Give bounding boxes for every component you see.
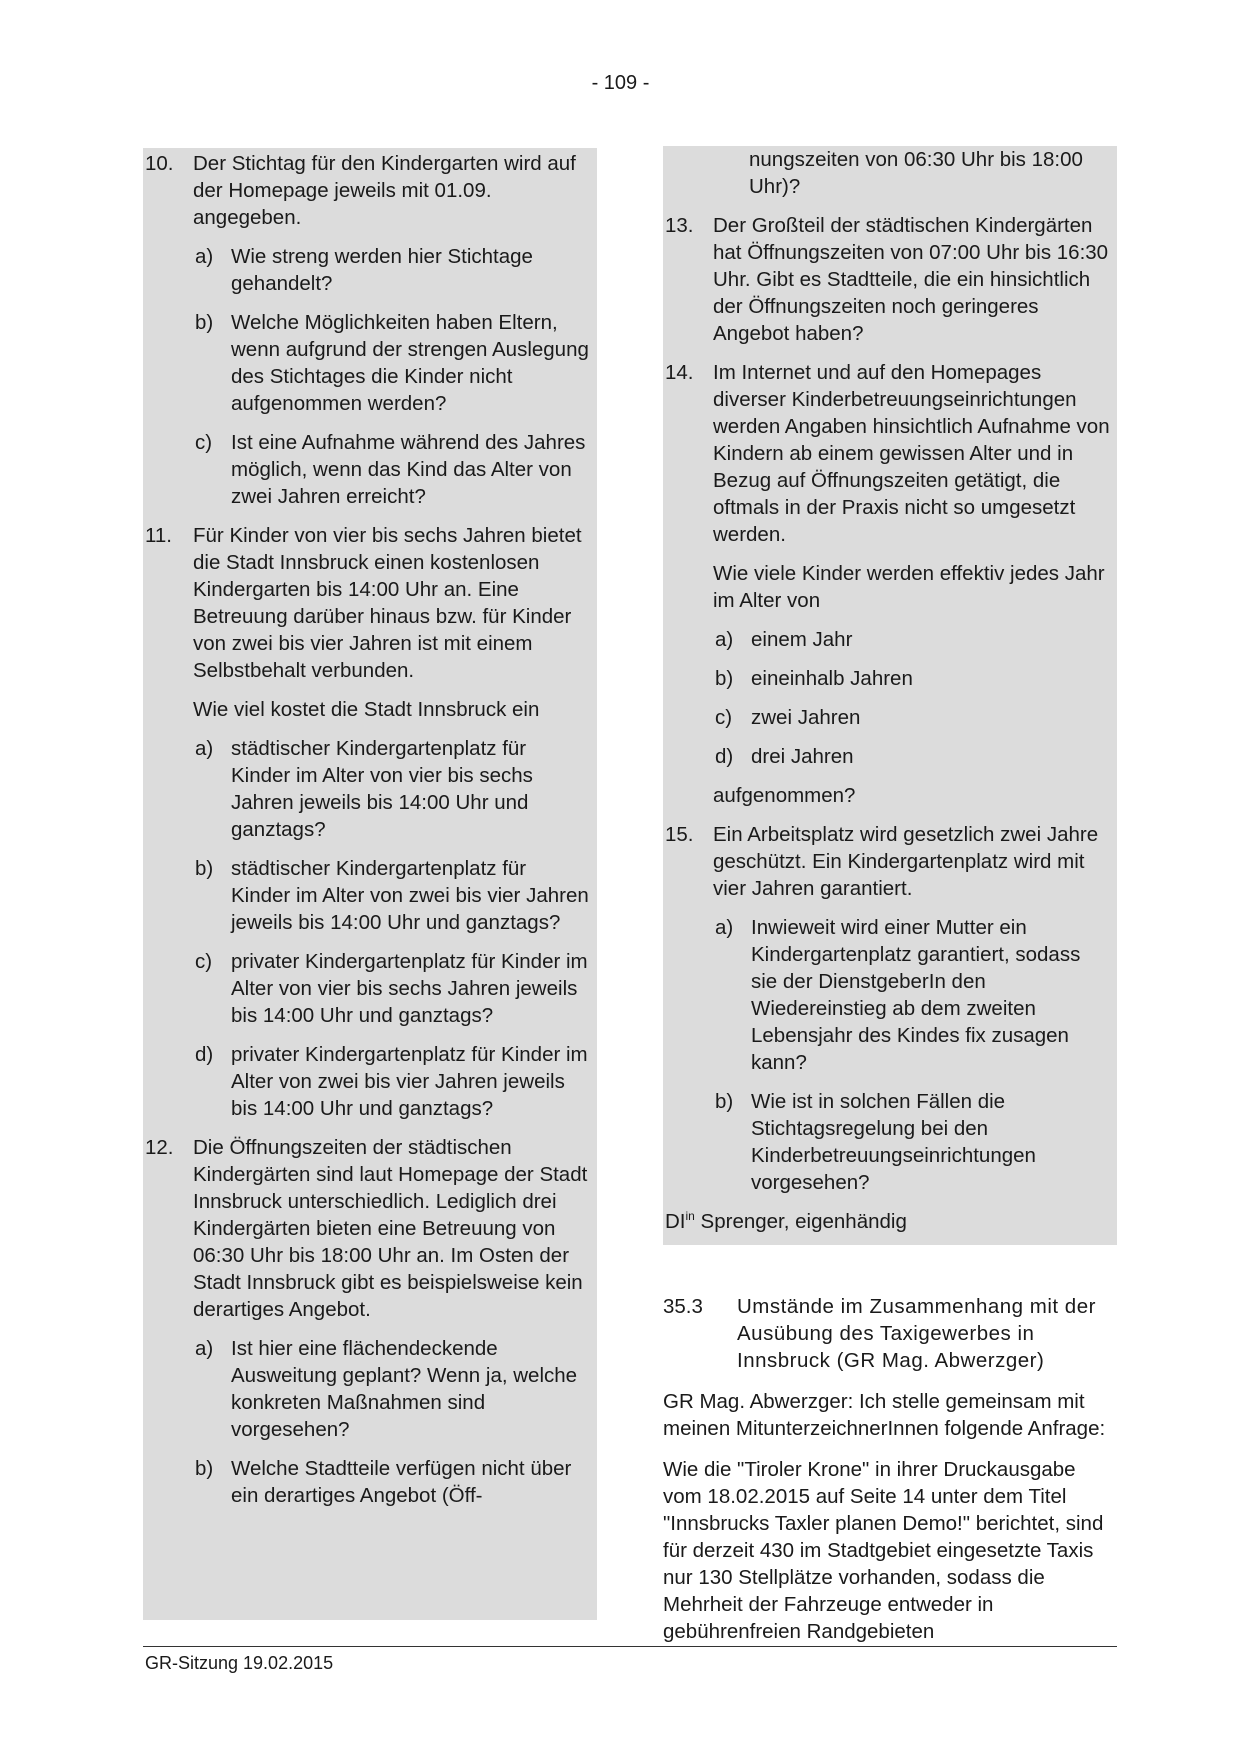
question-15 xyxy=(665,821,1111,1196)
sub-label: d) xyxy=(715,745,734,768)
sub-text: Wie ist in solchen Fällen die Stichtagsregelung bei den Kinderbetreuungseinrichtungen vorgesehen? xyxy=(751,1090,1036,1194)
sub-text: eineinhalb Jahren xyxy=(751,667,913,690)
signature-name: Sprenger, eigenhändig xyxy=(694,1210,907,1233)
question-12-continuation: nungszeiten von 06:30 Uhr bis 18:00 Uhr)? xyxy=(749,148,1083,198)
signature xyxy=(665,1208,1111,1239)
section-title: Umstände im Zusammenhang mit der Ausübung des Taxigewerbes in Innsbruck (GR Mag. Abwerzger) xyxy=(737,1295,1096,1372)
footer-text: GR-Sitzung 19.02.2015 xyxy=(145,1653,334,1673)
sub-question xyxy=(713,743,1111,770)
question-text: Der Stichtag für den Kindergarten wird auf der Homepage jeweils mit 01.09. angegeben. xyxy=(193,152,576,229)
section-heading xyxy=(663,1293,1117,1374)
body-paragraph: GR Mag. Abwerzger: Ich stelle gemeinsam mit meinen MitunterzeichnerInnen folgende Anfrage: xyxy=(663,1390,1106,1440)
question-lead: Wie viele Kinder werden effektiv jedes Jahr im Alter von xyxy=(713,562,1105,612)
sub-question xyxy=(193,243,591,297)
sub-question xyxy=(193,1455,591,1509)
question-block-right xyxy=(663,146,1117,1245)
sub-label: b) xyxy=(195,1457,214,1480)
signature-prefix: DI xyxy=(665,1210,686,1233)
question-text: Die Öffnungszeiten der städtischen Kindergärten sind laut Homepage der Stadt Innsbruck unterschiedlich. Lediglich drei Kindergärten bieten eine Betreuung von 06:30 Uhr bis 18:00 Uhr an. Im Osten der Stadt Innsbruck gibt es beispielsweise kein derartiges Angebot. xyxy=(193,1136,588,1321)
question-tail: aufgenommen? xyxy=(713,784,856,807)
sub-text: zwei Jahren xyxy=(751,706,861,729)
footer-divider xyxy=(143,1646,1117,1647)
sub-label: c) xyxy=(195,431,213,454)
question-number: 13. xyxy=(665,214,694,237)
question-number: 11. xyxy=(145,524,172,547)
page-number: - 109 - xyxy=(591,72,650,94)
sub-question xyxy=(713,914,1111,1076)
sub-label: d) xyxy=(195,1043,214,1066)
sub-question xyxy=(713,665,1111,692)
question-13 xyxy=(665,212,1111,347)
section-number: 35.3 xyxy=(663,1295,703,1318)
question-text: Im Internet und auf den Homepages diverser Kinderbetreuungseinrichtungen werden Angaben hinsichtlich Aufnahme von Kindern ab einem gewissen Alter und in Bezug auf Öffnungszeiten getätigt, die oftmals in der Praxis nicht so umgesetzt werden. xyxy=(713,361,1110,546)
sub-text: Welche Möglichkeiten haben Eltern, wenn aufgrund der strengen Auslegung des Stichtages die Kinder nicht aufgenommen werden? xyxy=(231,311,589,415)
sub-text: privater Kindergartenplatz für Kinder im Alter von zwei bis vier Jahren jeweils bis 14:00 Uhr und ganztags? xyxy=(231,1043,588,1120)
question-10 xyxy=(145,150,591,510)
sub-label: b) xyxy=(195,857,214,880)
sub-label: a) xyxy=(715,916,734,939)
sub-question xyxy=(193,429,591,510)
sub-label: a) xyxy=(195,245,214,268)
question-block-left xyxy=(143,148,597,1620)
left-column xyxy=(143,148,597,1620)
sub-label: a) xyxy=(195,737,214,760)
sub-question xyxy=(713,704,1111,731)
sub-question xyxy=(713,626,1111,653)
sub-text: Inwieweit wird einer Mutter ein Kindergartenplatz garantiert, sodass sie der DienstgeberIn den Wiedereinstieg ab dem zweiten Lebensjahr des Kindes fix zusagen kann? xyxy=(751,916,1081,1074)
question-text: Ein Arbeitsplatz wird gesetzlich zwei Jahre geschützt. Ein Kindergartenplatz wird mit vier Jahren garantiert. xyxy=(713,823,1099,900)
question-12 xyxy=(145,1134,591,1509)
sub-question xyxy=(193,855,591,936)
sub-label: c) xyxy=(195,950,213,973)
sub-label: b) xyxy=(715,1090,734,1113)
question-number: 12. xyxy=(145,1136,174,1159)
sub-label: b) xyxy=(195,311,214,334)
sub-label: a) xyxy=(715,628,734,651)
body-paragraph: Wie die "Tiroler Krone" in ihrer Druckausgabe vom 18.02.2015 auf Seite 14 unter dem Titel "Innsbrucks Taxler planen Demo!" berichtet, sind für derzeit 430 im Stadtgebiet eingesetzte Taxis nur 130 Stellplätze vorhanden, sodass die Mehrheit der Fahrzeuge entweder in gebührenfreien Randgebieten xyxy=(663,1458,1104,1643)
sub-text: drei Jahren xyxy=(751,745,854,768)
question-text: Der Großteil der städtischen Kindergärten hat Öffnungszeiten von 07:00 Uhr bis 16:30 Uhr. Gibt es Stadtteile, die ein hinsichtlich der Öffnungszeiten noch geringeres Angebot haben? xyxy=(713,214,1109,345)
sub-text: Wie streng werden hier Stichtage gehandelt? xyxy=(231,245,533,295)
sub-label: c) xyxy=(715,706,733,729)
sub-question xyxy=(193,948,591,1029)
sub-question xyxy=(193,1335,591,1443)
sub-text: Ist eine Aufnahme während des Jahres möglich, wenn das Kind das Alter von zwei Jahren erreicht? xyxy=(231,431,586,508)
question-number: 15. xyxy=(665,823,694,846)
sub-question xyxy=(193,1041,591,1122)
question-14 xyxy=(665,359,1111,809)
sub-text: Welche Stadtteile verfügen nicht über ein derartiges Angebot (Öff- xyxy=(231,1457,572,1507)
sub-label: b) xyxy=(715,667,734,690)
sub-question xyxy=(193,309,591,417)
question-lead: Wie viel kostet die Stadt Innsbruck ein xyxy=(193,698,540,721)
question-11 xyxy=(145,522,591,1122)
question-text: Für Kinder von vier bis sechs Jahren bietet die Stadt Innsbruck einen kostenlosen Kindergarten bis 14:00 Uhr an. Eine Betreuung darüber hinaus bzw. für Kinder von zwei bis vier Jahren ist mit einem Selbstbehalt verbunden. xyxy=(193,524,582,682)
sub-text: städtischer Kindergartenplatz für Kinder im Alter von zwei bis vier Jahren jeweils bis 14:00 Uhr und ganztags? xyxy=(231,857,589,934)
sub-text: privater Kindergartenplatz für Kinder im Alter von vier bis sechs Jahren jeweils bis 14:00 Uhr und ganztags? xyxy=(231,950,588,1027)
signature-superscript: in xyxy=(685,1209,695,1224)
right-column xyxy=(663,146,1117,1645)
sub-text: städtischer Kindergartenplatz für Kinder im Alter von vier bis sechs Jahren jeweils bis 14:00 Uhr und ganztags? xyxy=(231,737,533,841)
sub-question xyxy=(713,1088,1111,1196)
sub-label: a) xyxy=(195,1337,214,1360)
question-number: 10. xyxy=(145,152,174,175)
sub-question xyxy=(193,735,591,843)
sub-text: Ist hier eine flächendeckende Ausweitung geplant? Wenn ja, welche konkreten Maßnahmen sind vorgesehen? xyxy=(231,1337,578,1441)
sub-text: einem Jahr xyxy=(751,628,853,651)
question-number: 14. xyxy=(665,361,694,384)
